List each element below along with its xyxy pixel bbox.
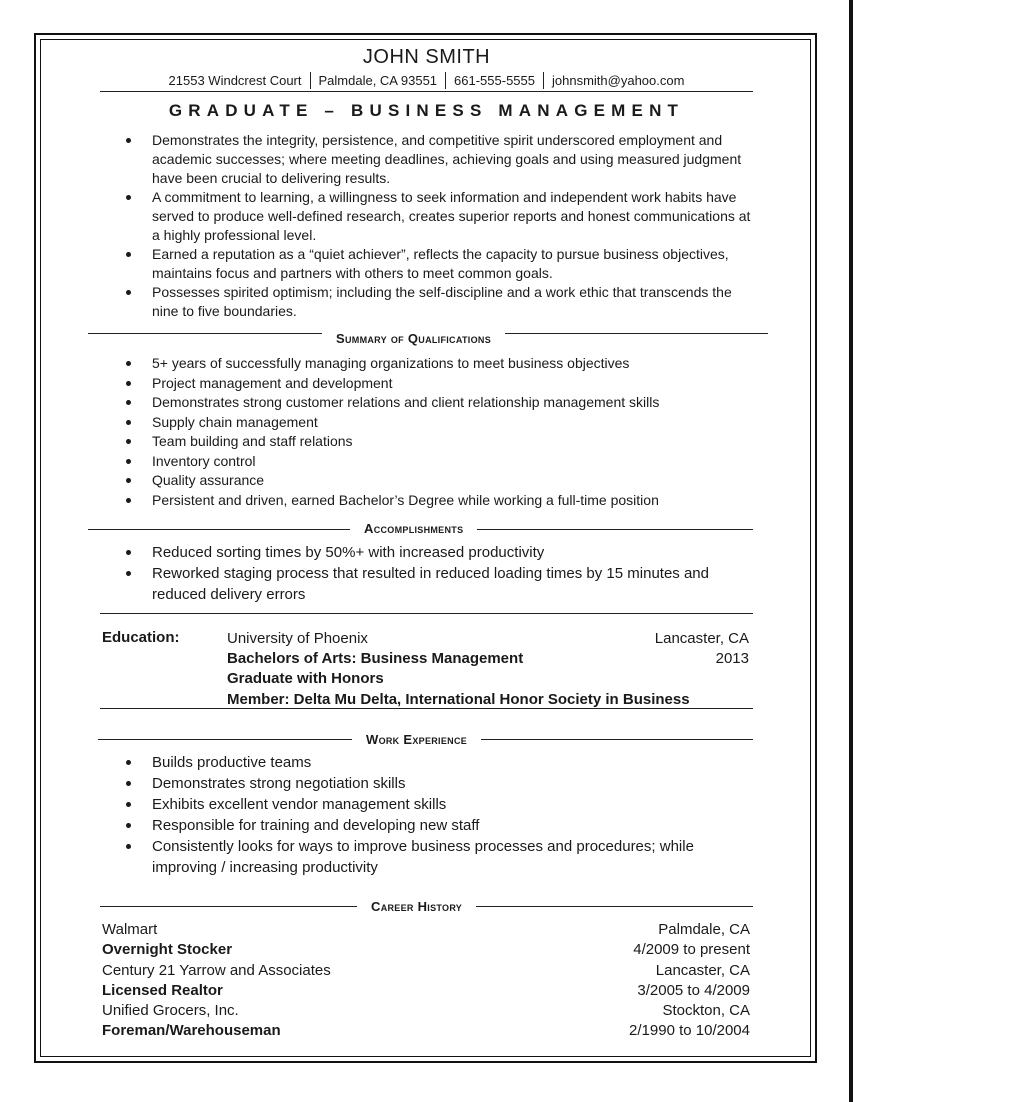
bullet-icon xyxy=(126,823,131,828)
bullet-icon xyxy=(126,760,131,765)
bullet-icon xyxy=(126,498,131,503)
bullet-icon xyxy=(126,400,131,405)
address: 21553 Windcrest Court xyxy=(168,73,302,88)
bullet-icon xyxy=(126,781,131,786)
employer: Century 21 Yarrow and Associates xyxy=(102,961,331,979)
list-item: Earned a reputation as a “quiet achiever”, reflects the capacity to pursue business objectives, maintains focus and partners with others to meet common goals. xyxy=(126,245,756,283)
list-item: Consistently looks for ways to improve business processes and procedures; while improving / increasing productivity xyxy=(126,836,756,878)
list-item: Team building and staff relations xyxy=(126,432,756,452)
career-row xyxy=(102,981,750,1001)
bullet-icon xyxy=(126,138,131,143)
job-location: Palmdale, CA xyxy=(658,921,750,938)
list-item: Persistent and driven, earned Bachelor’s Degree while working a full-time position xyxy=(126,491,756,511)
accomplishments-list xyxy=(126,542,756,605)
divider xyxy=(445,72,446,89)
qualifications-list xyxy=(126,354,756,510)
work-title: Work Experience xyxy=(352,732,481,747)
bullet-icon xyxy=(126,290,131,295)
job-dates: 4/2009 to present xyxy=(633,941,750,959)
qualifications-title: Summary of Qualifications xyxy=(322,331,505,346)
job-title: Licensed Realtor xyxy=(102,981,223,999)
bullet-icon xyxy=(126,459,131,464)
degree: Bachelors of Arts: Business Management xyxy=(227,650,524,668)
job-dates: 3/2005 to 4/2009 xyxy=(637,981,750,999)
candidate-name: JOHN SMITH xyxy=(362,46,491,68)
education-block xyxy=(227,629,749,710)
list-item: Demonstrates the integrity, persistence, and competitive spirit underscored employment and academic successes; where meeting deadlines, achieving goals and using measured judgment have been crucial to delivering results. xyxy=(126,131,756,188)
career-row xyxy=(102,920,750,940)
page-right-edge xyxy=(849,0,853,1102)
list-item: Demonstrates strong customer relations and client relationship management skills xyxy=(126,393,756,413)
bullet-icon xyxy=(126,252,131,257)
list-item: 5+ years of successfully managing organizations to meet business objectives xyxy=(126,354,756,374)
list-item: Possesses spirited optimism; including the self-discipline and a work ethic that transcends the nine to five boundaries. xyxy=(126,283,756,321)
contact-line xyxy=(100,72,753,89)
job-dates: 2/1990 to 10/2004 xyxy=(629,1022,750,1040)
job-title: Foreman/Warehouseman xyxy=(102,1022,281,1040)
career-row xyxy=(102,1021,750,1041)
list-item: Supply chain management xyxy=(126,413,756,433)
list-item: A commitment to learning, a willingness to seek information and independent work habits have served to produce well-defined research, creates superior reports and honest communications at a highly professional level. xyxy=(126,188,756,245)
employer: Unified Grocers, Inc. xyxy=(102,1002,239,1020)
bullet-icon xyxy=(126,420,131,425)
list-item: Quality assurance xyxy=(126,471,756,491)
section-rule xyxy=(100,708,753,709)
bullet-icon xyxy=(126,439,131,444)
honors: Graduate with Honors xyxy=(227,670,384,688)
list-item: Responsible for training and developing new staff xyxy=(126,815,756,836)
list-item: Demonstrates strong negotiation skills xyxy=(126,773,756,794)
list-item: Reduced sorting times by 50%+ with increased productivity xyxy=(126,542,756,563)
work-list xyxy=(126,752,756,878)
bullet-icon xyxy=(126,844,131,849)
education-row xyxy=(227,649,749,669)
graduation-year: 2013 xyxy=(715,650,749,668)
bullet-icon xyxy=(126,195,131,200)
email: johnsmith@yahoo.com xyxy=(552,73,685,88)
list-item: Builds productive teams xyxy=(126,752,756,773)
job-location: Lancaster, CA xyxy=(655,961,750,979)
career-row xyxy=(102,940,750,960)
job-title: Overnight Stocker xyxy=(102,941,233,959)
bullet-icon xyxy=(126,550,131,555)
list-item: Exhibits excellent vendor management skills xyxy=(126,794,756,815)
divider xyxy=(543,72,544,89)
list-item: Inventory control xyxy=(126,452,756,472)
bullet-icon xyxy=(126,361,131,366)
job-location: Stockton, CA xyxy=(662,1002,750,1020)
career-title: Career History xyxy=(357,899,476,914)
section-rule xyxy=(100,613,753,614)
employer: Walmart xyxy=(102,921,158,938)
education-label: Education: xyxy=(102,629,180,646)
bullet-icon xyxy=(126,802,131,807)
objectives-list xyxy=(126,131,756,321)
career-list xyxy=(102,920,750,1042)
header-rule xyxy=(100,91,753,92)
headline: GRADUATE – BUSINESS MANAGEMENT xyxy=(168,101,685,120)
city: Palmdale, CA 93551 xyxy=(318,73,438,88)
bullet-icon xyxy=(126,478,131,483)
phone: 661-555-5555 xyxy=(454,73,535,88)
bullet-icon xyxy=(126,571,131,576)
membership: Member: Delta Mu Delta, International Honor Society in Business xyxy=(227,690,690,708)
education-row xyxy=(227,629,749,649)
school-location: Lancaster, CA xyxy=(654,630,749,647)
school: University of Phoenix xyxy=(227,630,368,647)
career-row xyxy=(102,961,750,981)
list-item: Project management and development xyxy=(126,374,756,394)
list-item: Reworked staging process that resulted in reduced loading times by 15 minutes and reduced delivery errors xyxy=(126,563,756,605)
accomplishments-title: Accomplishments xyxy=(350,521,477,536)
career-row xyxy=(102,1001,750,1021)
bullet-icon xyxy=(126,381,131,386)
divider xyxy=(310,72,311,89)
